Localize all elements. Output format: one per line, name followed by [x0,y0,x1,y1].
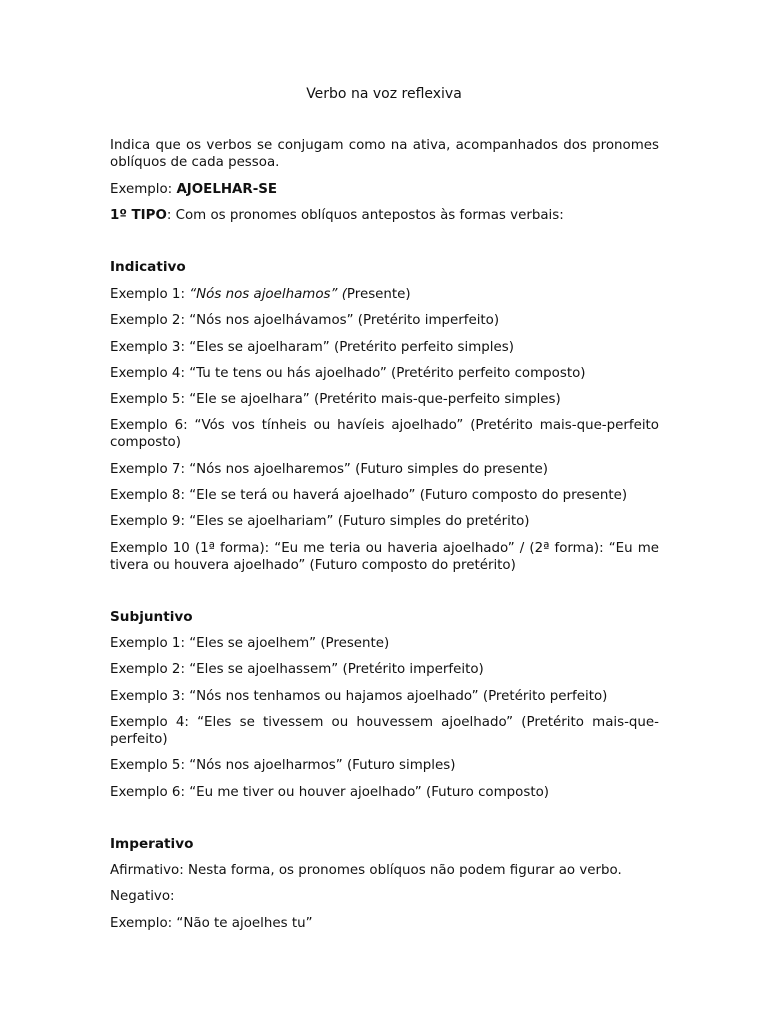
example-line [110,181,659,198]
subjuntivo-example-1: Exemplo 1: “Eles se ajoelhem” (Presente) [110,636,390,651]
indicativo-example-1 [110,286,659,303]
indicativo-example-9: Exemplo 9: “Eles se ajoelhariam” (Futuro simples do pretérito) [110,514,530,529]
subjuntivo-example-5: Exemplo 5: “Nós nos ajoelharmos” (Futuro simples) [110,758,456,773]
tipo-line [110,207,659,224]
example-verb: AJOELHAR-SE [176,182,278,197]
tipo-text: : Com os pronomes oblíquos antepostos às formas verbais: [166,208,564,223]
subjuntivo-heading: Subjuntivo [110,609,193,625]
imperativo-afirmativo: Afirmativo: Nesta forma, os pronomes oblíquos não podem figurar ao verbo. [110,863,622,878]
indicativo-example-2: Exemplo 2: “Nós nos ajoelhávamos” (Pretérito imperfeito) [110,313,500,328]
ex1-suffix: Presente) [346,287,411,302]
ex1-prefix: Exemplo 1: [110,287,190,302]
subjuntivo-example-3: Exemplo 3: “Nós nos tenhamos ou hajamos ajoelhado” (Pretérito perfeito) [110,689,608,704]
imperativo-exemplo: Exemplo: “Não te ajoelhes tu” [110,916,313,931]
indicativo-heading: Indicativo [110,259,186,275]
indicativo-example-7: Exemplo 7: “Nós nos ajoelharemos” (Futuro simples do presente) [110,462,548,477]
subjuntivo-example-4: Exemplo 4: “Eles se tivessem ou houvessem ajoelhado” (Pretérito mais-que-perfeito) [110,715,659,747]
document-title: Verbo na voz reflexiva [306,86,462,102]
intro-paragraph: Indica que os verbos se conjugam como na ativa, acompanhados dos pronomes oblíquos de cada pessoa. [110,138,659,170]
indicativo-example-10: Exemplo 10 (1ª forma): “Eu me teria ou haveria ajoelhado” / (2ª forma): “Eu me tivera ou houvera ajoelhado” (Futuro composto do pretérito) [110,541,659,573]
subjuntivo-example-2: Exemplo 2: “Eles se ajoelhassem” (Pretérito imperfeito) [110,662,484,677]
example-prefix: Exemplo: [110,182,177,197]
indicativo-example-4: Exemplo 4: “Tu te tens ou hás ajoelhado” (Pretérito perfeito composto) [110,366,586,381]
subjuntivo-example-6: Exemplo 6: “Eu me tiver ou houver ajoelhado” (Futuro composto) [110,785,550,800]
indicativo-example-3: Exemplo 3: “Eles se ajoelharam” (Pretérito perfeito simples) [110,340,514,355]
imperativo-negativo: Negativo: [110,889,175,904]
indicativo-example-5: Exemplo 5: “Ele se ajoelhara” (Pretérito mais-que-perfeito simples) [110,392,561,407]
indicativo-example-6: Exemplo 6: “Vós vos tínheis ou havíeis ajoelhado” (Pretérito mais-que-perfeito composto) [110,418,659,450]
indicativo-example-8: Exemplo 8: “Ele se terá ou haverá ajoelhado” (Futuro composto do presente) [110,488,628,503]
tipo-label: 1º TIPO [110,208,167,223]
imperativo-heading: Imperativo [110,836,194,852]
ex1-italic: “Nós nos ajoelhamos” ( [189,287,347,302]
